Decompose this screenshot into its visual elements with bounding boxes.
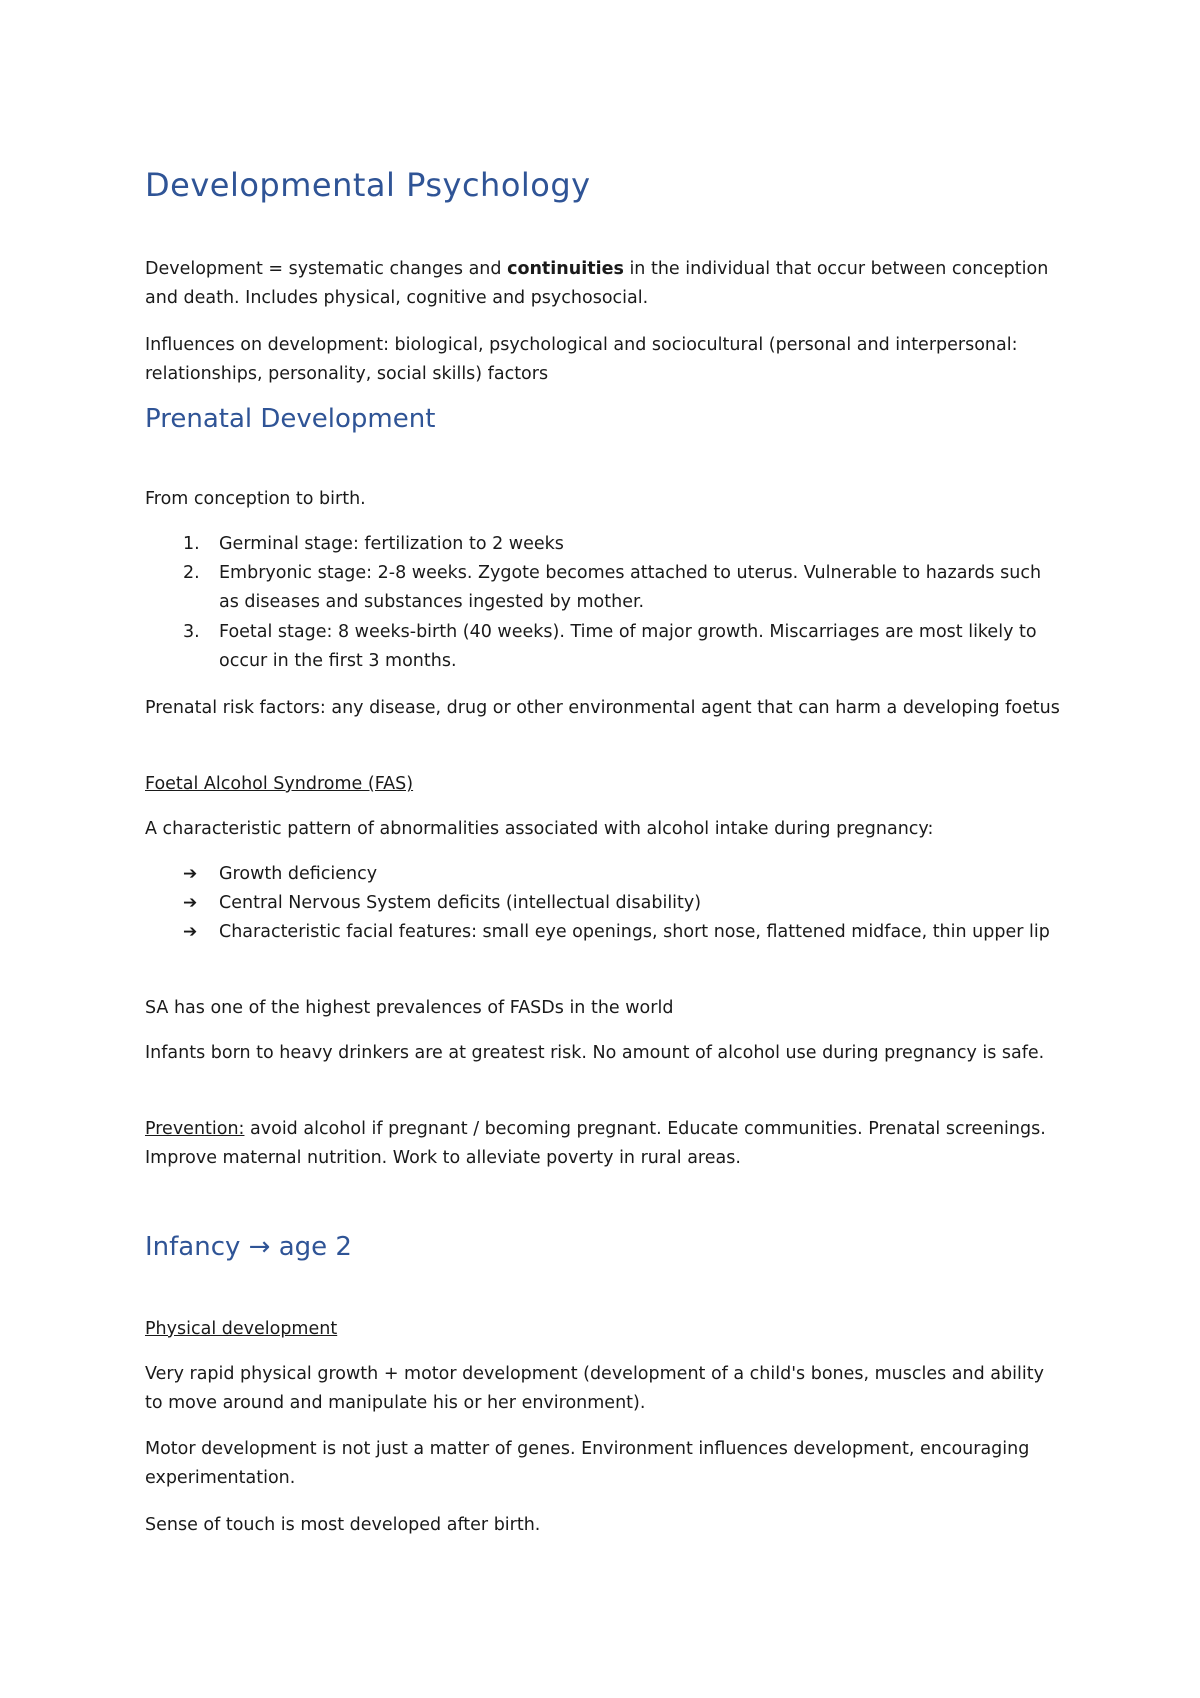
arrow-icon: ➔ bbox=[183, 922, 198, 942]
sense-of-touch-paragraph: Sense of touch is most developed after birth. bbox=[145, 1515, 541, 1535]
physical-growth-paragraph: Very rapid physical growth + motor development (development of a child's bones, muscles and ability to move around and manipulate his or her environment). bbox=[145, 1364, 1044, 1413]
list-item-text: Embryonic stage: 2-8 weeks. Zygote becomes attached to uterus. Vulnerable to hazards such as diseases and substances ingested by mother. bbox=[219, 563, 1042, 612]
list-marker: 2. bbox=[183, 563, 200, 583]
list-item-text: Foetal stage: 8 weeks-birth (40 weeks). Time of major growth. Miscarriages are most likely to occur in the first 3 months. bbox=[219, 622, 1037, 671]
definition-text-rest: in the individual that occur between conception and death. Includes physical, cognitive and psychosocial. bbox=[145, 259, 1049, 308]
prenatal-risk-paragraph: Prenatal risk factors: any disease, drug or other environmental agent that can harm a developing foetus bbox=[145, 698, 1060, 718]
arrow-icon: ➔ bbox=[183, 893, 198, 913]
fas-definition: A characteristic pattern of abnormalities associated with alcohol intake during pregnancy: bbox=[145, 819, 934, 839]
development-definition bbox=[145, 255, 1065, 313]
prevention-paragraph bbox=[145, 1115, 1065, 1173]
prevention-label: Prevention: bbox=[145, 1119, 245, 1139]
heading-infancy: Infancy → age 2 bbox=[145, 1232, 352, 1262]
list-item-text: Growth deficiency bbox=[219, 864, 378, 884]
definition-text: Development = systematic changes and bbox=[145, 259, 508, 279]
influences-paragraph: Influences on development: biological, psychological and sociocultural (personal and interpersonal: relationships, personality, social skills) factors bbox=[145, 335, 1018, 384]
fas-subheading: Foetal Alcohol Syndrome (FAS) bbox=[145, 774, 414, 794]
definition-bold-term: continuities bbox=[507, 259, 624, 279]
document-title: Developmental Psychology bbox=[145, 166, 591, 204]
motor-development-paragraph: Motor development is not just a matter of genes. Environment influences development, encouraging experimentation. bbox=[145, 1439, 1030, 1488]
prenatal-lead: From conception to birth. bbox=[145, 489, 366, 509]
heading-prenatal-development: Prenatal Development bbox=[145, 404, 436, 434]
sa-prevalence-paragraph: SA has one of the highest prevalences of FASDs in the world bbox=[145, 998, 674, 1018]
list-item-text: Germinal stage: fertilization to 2 weeks bbox=[219, 534, 564, 554]
list-marker: 3. bbox=[183, 622, 200, 642]
infants-risk-paragraph: Infants born to heavy drinkers are at greatest risk. No amount of alcohol use during pregnancy is safe. bbox=[145, 1043, 1045, 1063]
list-item-text: Characteristic facial features: small eye openings, short nose, flattened midface, thin upper lip bbox=[219, 922, 1050, 942]
arrow-icon: ➔ bbox=[183, 864, 198, 884]
list-item-text: Central Nervous System deficits (intellectual disability) bbox=[219, 893, 702, 913]
prevention-text: avoid alcohol if pregnant / becoming pregnant. Educate communities. Prenatal screenings. Improve maternal nutrition. Work to alleviate poverty in rural areas. bbox=[145, 1119, 1046, 1168]
physical-development-subheading: Physical development bbox=[145, 1319, 338, 1339]
list-marker: 1. bbox=[183, 534, 200, 554]
